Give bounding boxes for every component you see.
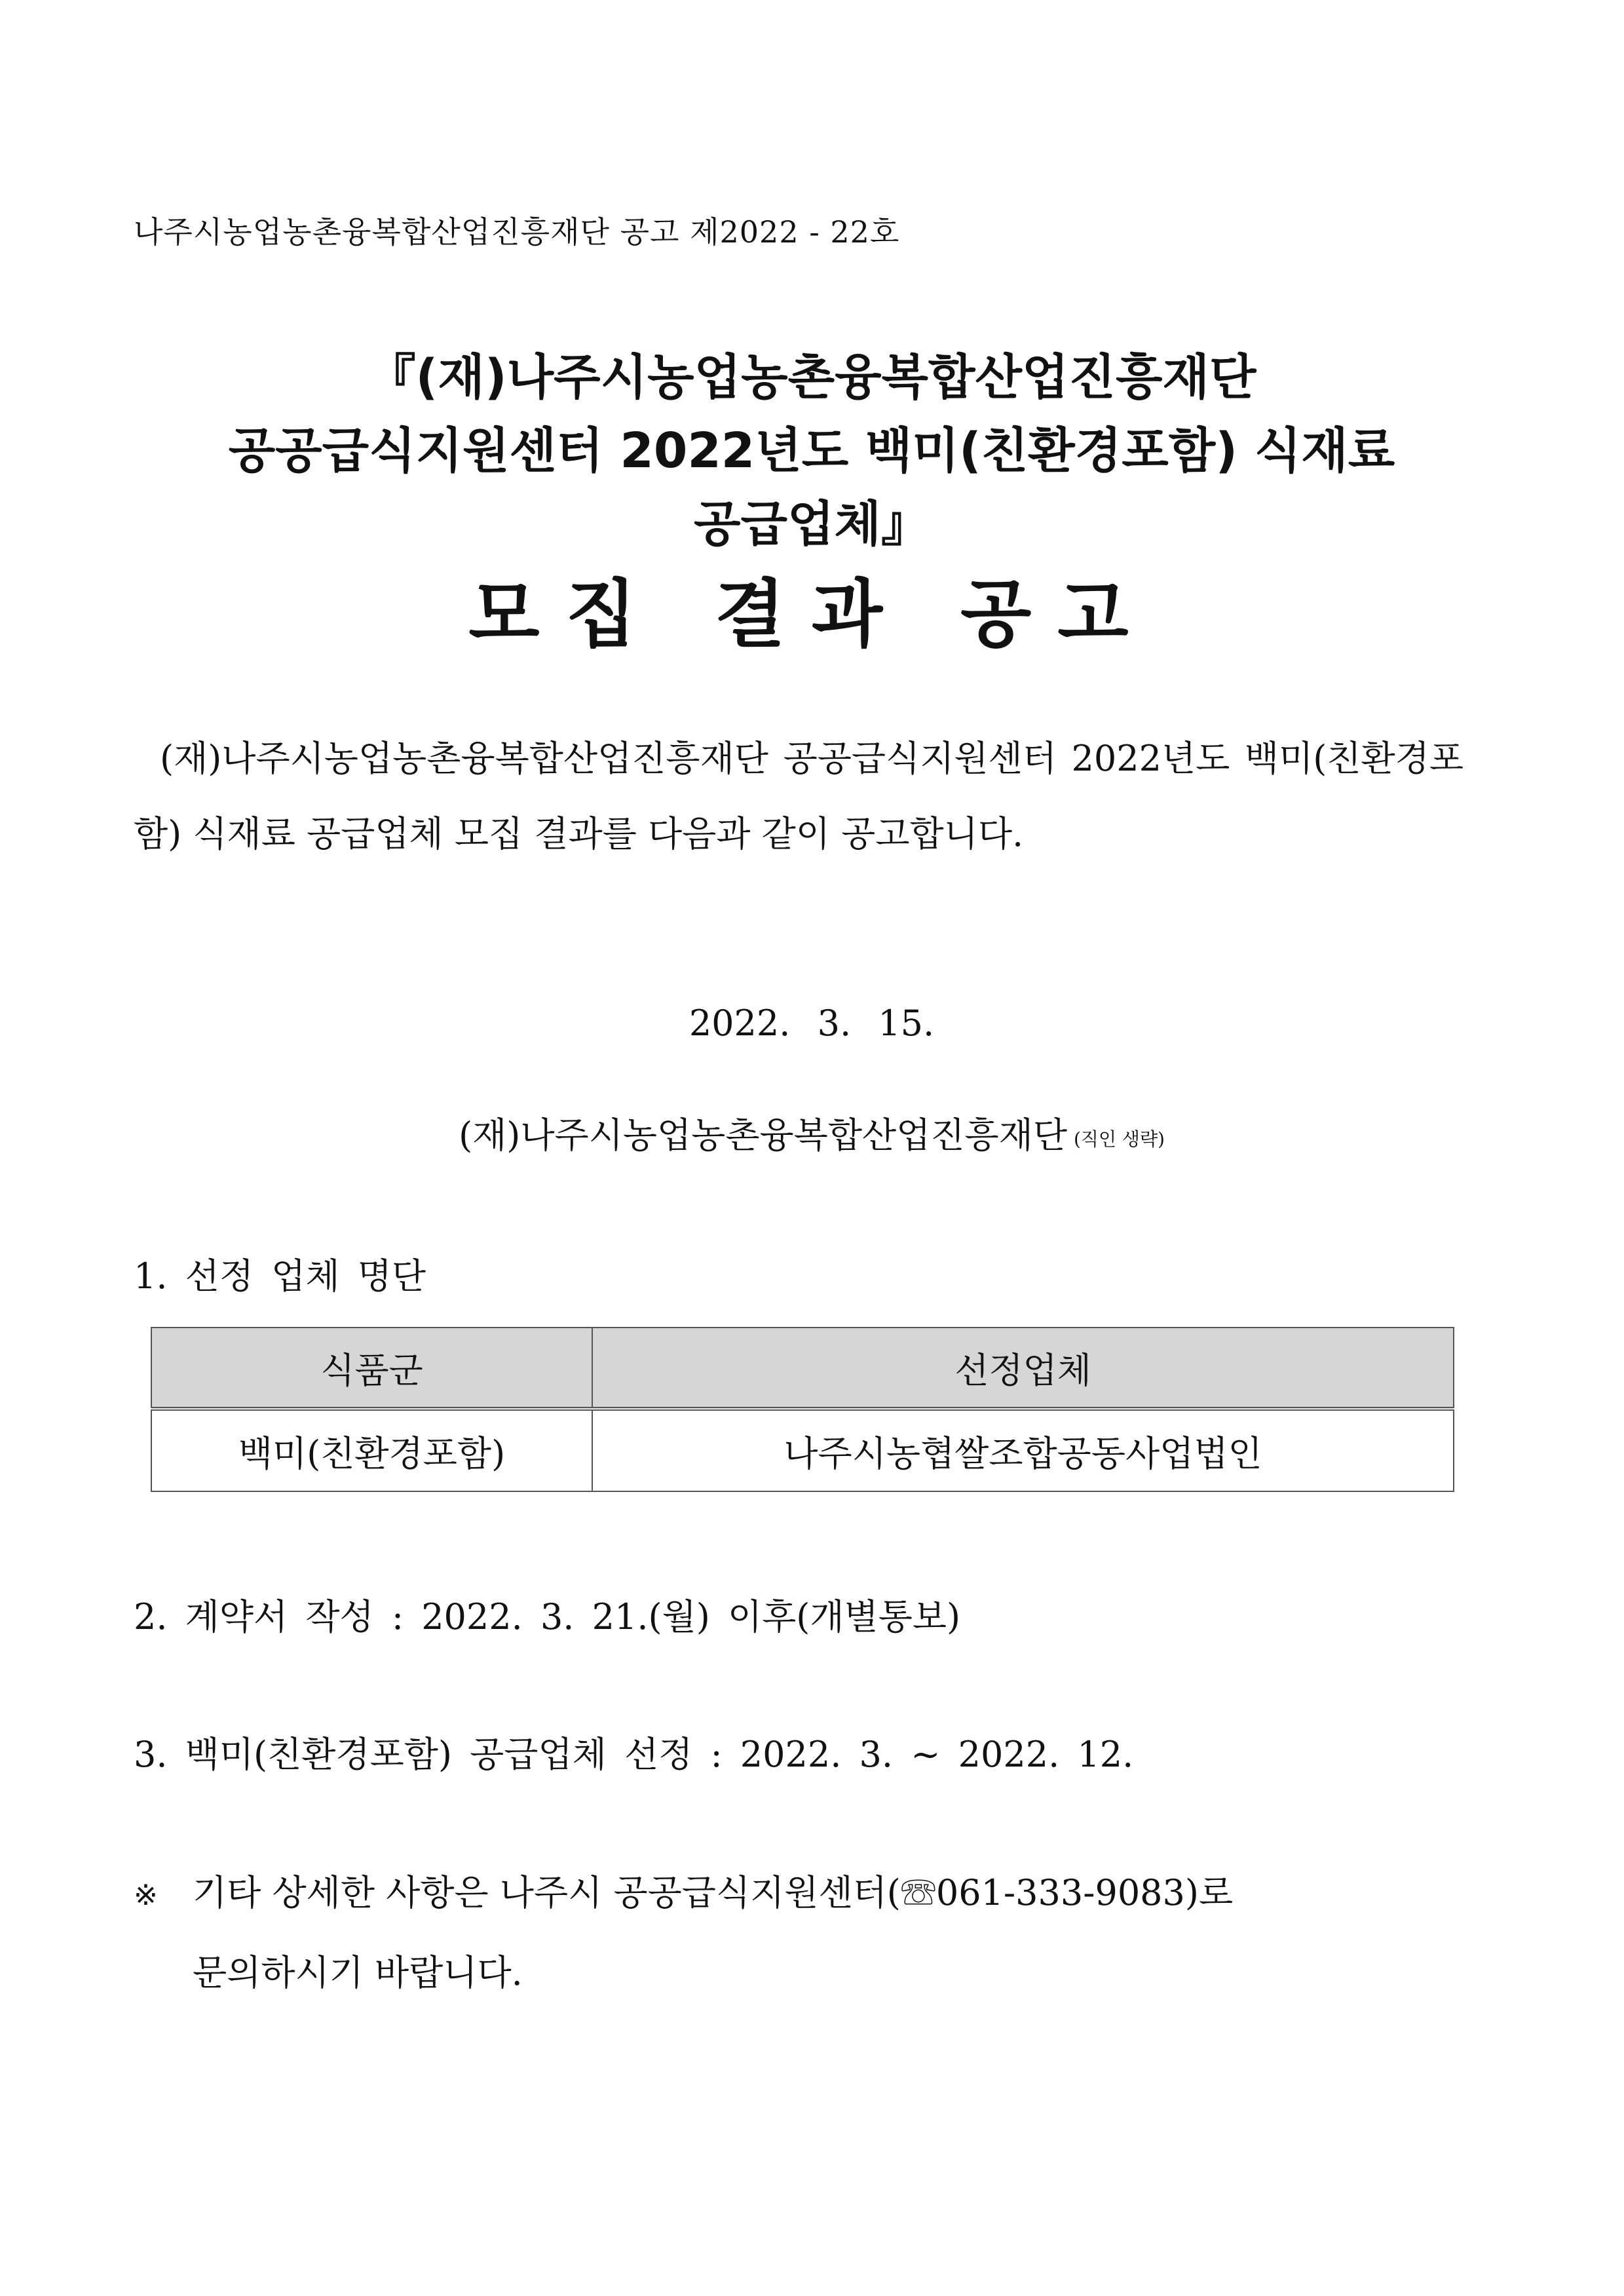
issuer-name: (재)나주시농업농촌융복합산업진흥재단	[459, 1115, 1067, 1156]
seal-note: (직인 생략)	[1073, 1128, 1165, 1150]
body-paragraph: (재)나주시농업농촌융복합산업진흥재단 공공급식지원센터 2022년도 백미(친환경포함) 식재료 공급업체 모집 결과를 다음과 같이 공고합니다.	[134, 738, 1463, 854]
contact-note	[134, 1854, 1463, 2012]
selected-vendor-table	[151, 1327, 1454, 1492]
header-food-category: 식품군	[151, 1328, 592, 1409]
cell-selected-vendor: 나주시농협쌀조합공동사업법인	[592, 1409, 1454, 1491]
headline: 모집 결과 공고	[468, 572, 1155, 657]
reference-mark-icon: ※	[134, 1879, 158, 1912]
note-line-2: 문의하시기 바랍니다.	[193, 1952, 523, 1993]
table-row	[151, 1409, 1454, 1491]
cell-food-category: 백미(친환경포함)	[151, 1409, 592, 1491]
title-line: 공급업체』	[694, 496, 930, 552]
note-line-1: 기타 상세한 사항은 나주시 공공급식지원센터(☏061-333-9083)로	[193, 1872, 1234, 1913]
title-line: 『(재)나주시농업농촌융복합산업진흥재단	[367, 349, 1256, 406]
notice-number: 나주시농업농촌융복합산업진흥재단 공고 제2022 - 22호	[134, 214, 900, 250]
title-line: 공공급식지원센터 2022년도 백미(친환경포함) 식재료	[228, 423, 1395, 479]
section-3-selection-period: 3. 백미(친환경포함) 공급업체 선정 : 2022. 3. ~ 2022. 12.	[134, 1734, 1134, 1775]
section-1-heading: 1. 선정 업체 명단	[134, 1255, 426, 1297]
header-selected-vendor: 선정업체	[592, 1328, 1454, 1409]
announcement-date: 2022. 3. 15.	[689, 1003, 935, 1044]
table-header-row	[151, 1328, 1454, 1409]
section-2-contract: 2. 계약서 작성 : 2022. 3. 21.(월) 이후(개별통보)	[134, 1596, 961, 1637]
document-title	[134, 341, 1490, 561]
issuer	[134, 1107, 1490, 1158]
